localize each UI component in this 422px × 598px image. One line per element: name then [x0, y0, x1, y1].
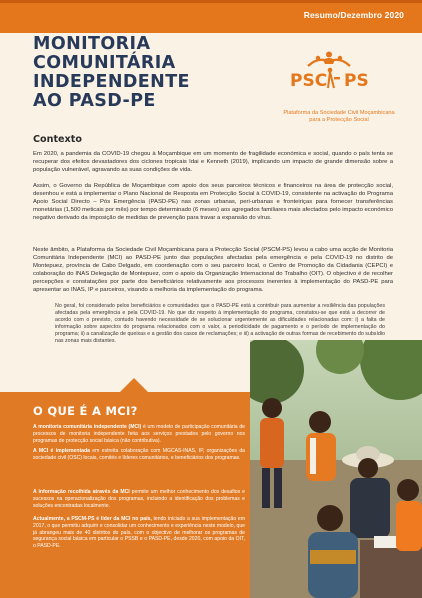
- context-paragraph-3: Neste âmbito, a Plataforma da Sociedade Civil Moçambicana para a Protecção Social (PSCM-PS) levou a cabo uma acção de Monitoria Comunitária Independente (MCI) ao PASD-PE junto das populações afectadas pela emergência e pela COVID-19 no distrito de Montepuez, província de Cabo Delgado, em coordenação com o seu parceiro local, o Centro de Promoção da Cidadania (CEPCI) e colaboração do INAS Delegação de Montepuez, com o apoio da Organização Internacional do Trabalho (OIT). O objectivo é de recolher percepções e constatações por parte dos beneficiários relativamente aos processos inerentes à implementação do PASD-PE para apresentar ao INAS, IP e parceiros, visando a melhoria da implementação do programa.: [33, 247, 393, 294]
- field-photo: [250, 340, 422, 598]
- panel-pointer: [120, 378, 148, 392]
- field-photo-illustration: [250, 340, 422, 598]
- logo-text-2: PS: [344, 71, 369, 91]
- context-paragraph-1: Em 2020, a pandemia da COVID-19 chegou à Moçambique em um momento de fragilidade económica e social, quando o país tenta se recuperar dos efeitos devastadores dos ciclones tropicais Idai e Kenneth (2019), implicando um impacto de grande dimensão sobre a população vulnerável, agravando as suas condições de vida.: [33, 151, 393, 174]
- mci-paragraph-2: [33, 448, 245, 462]
- mci-p4-bold: Actualmente, a PSCM-PS é líder da MCI no país,: [33, 516, 152, 522]
- title-line: COMUNITÁRIA: [33, 53, 176, 73]
- pscm-ps-logo: [272, 50, 392, 96]
- context-heading: Contexto: [33, 134, 82, 145]
- summary-note: No geral, foi considerado pelos beneficiários e comunidades que o PASD-PE está a contribuir para aumentar a resiliência das populações afectadas pela emergência e pela COVID-19. No que diz respeito à implementação do programa, constatou-se que está a decorrer de acordo com o previsto, contudo havendo necessidade de se solucionar urgentemente as dificuldades relacionadas com: i) a falta de informação sobre aspectos do programa relacionados com o valor, a periodicidade de pagamento e o período de implementação do programa; ii) a canalização de queixas e a gestão dos casos de reclamações; e iii) a activação de outras formas de recebimento do subsídio nas zonas mais distantes.: [55, 303, 385, 344]
- logo-mark-icon: [272, 50, 392, 96]
- mci-p3-text: permite um melhor conhecimento dos desafios e sucessos na operacionalização dos programas, incluindo a identificação dos problemas e soluções encontradas localmente.: [33, 489, 245, 509]
- mci-paragraph-3: [33, 489, 245, 509]
- logo-tagline: Plataforma da Sociedade Civil Moçambicana para a Protecção Social: [283, 110, 395, 124]
- date-tag: Resumo/Dezembro 2020: [303, 10, 404, 20]
- context-paragraph-2: Assim, o Governo da República de Moçambique com apoio dos seus parceiros técnicos e financeiros na área de protecção social, desenhou e está a implementar o Plano Nacional de Resposta em Protecção Social à COVID-19, consistente na activação do Programa Apoio Social Directo – Pós Emergência (PASD-PE) nas zonas urbanas, peri-urbanas e fronteiriças para fornecer transferências monetárias (1,500 meticais por mês) por tempo determinado (6 meses) aos agregados familiares mais afectados pelo impacto económico negativo derivado da imposição de medidas de prevenção para travar a expansão do vírus.: [33, 183, 393, 222]
- mci-paragraph-4: [33, 516, 245, 550]
- mci-p1-text: é um modelo de participação comunitária de processos de monitoria independente feita aos serviços prestados pelo governo nos programas de protecção social básica (não contributiva).: [33, 424, 245, 444]
- mci-p1-bold: A monitoria comunitária independente (MCI): [33, 424, 142, 430]
- title-line: AO PASD-PE: [33, 91, 156, 111]
- mci-p3-bold: A informação recolhida através da MCI: [33, 489, 130, 495]
- mci-p2-text: em estreita colaboração com MGCAS-INAS, IP, organizações da sociedade civil (OSC) locais, comités e líderes comunitários, e beneficiários dos programas.: [33, 448, 245, 461]
- mci-p4-text: tendo iniciado a sua implementação em 2017, o que permitiu adquirir e consolidar um conhecimento e experiência neste modelo, que já abrangeu mais de 40 distritos do país, com o objectivo de melhorar os programas de segurança social básica em particular o PSSB e o PASD-PE, desde 2020, com apoio da OIT, o PASD-PE.: [33, 516, 245, 550]
- mci-p2-bold: A MCI é implementada: [33, 448, 90, 454]
- title-line: MONITORIA: [33, 34, 151, 54]
- logo-text: PSC: [290, 71, 328, 91]
- mci-heading: O QUE É A MCI?: [33, 404, 138, 418]
- title-line: INDEPENDENTE: [33, 72, 190, 92]
- mci-paragraph-1: [33, 424, 245, 444]
- page-title: [33, 35, 263, 111]
- top-stripe: [0, 0, 422, 3]
